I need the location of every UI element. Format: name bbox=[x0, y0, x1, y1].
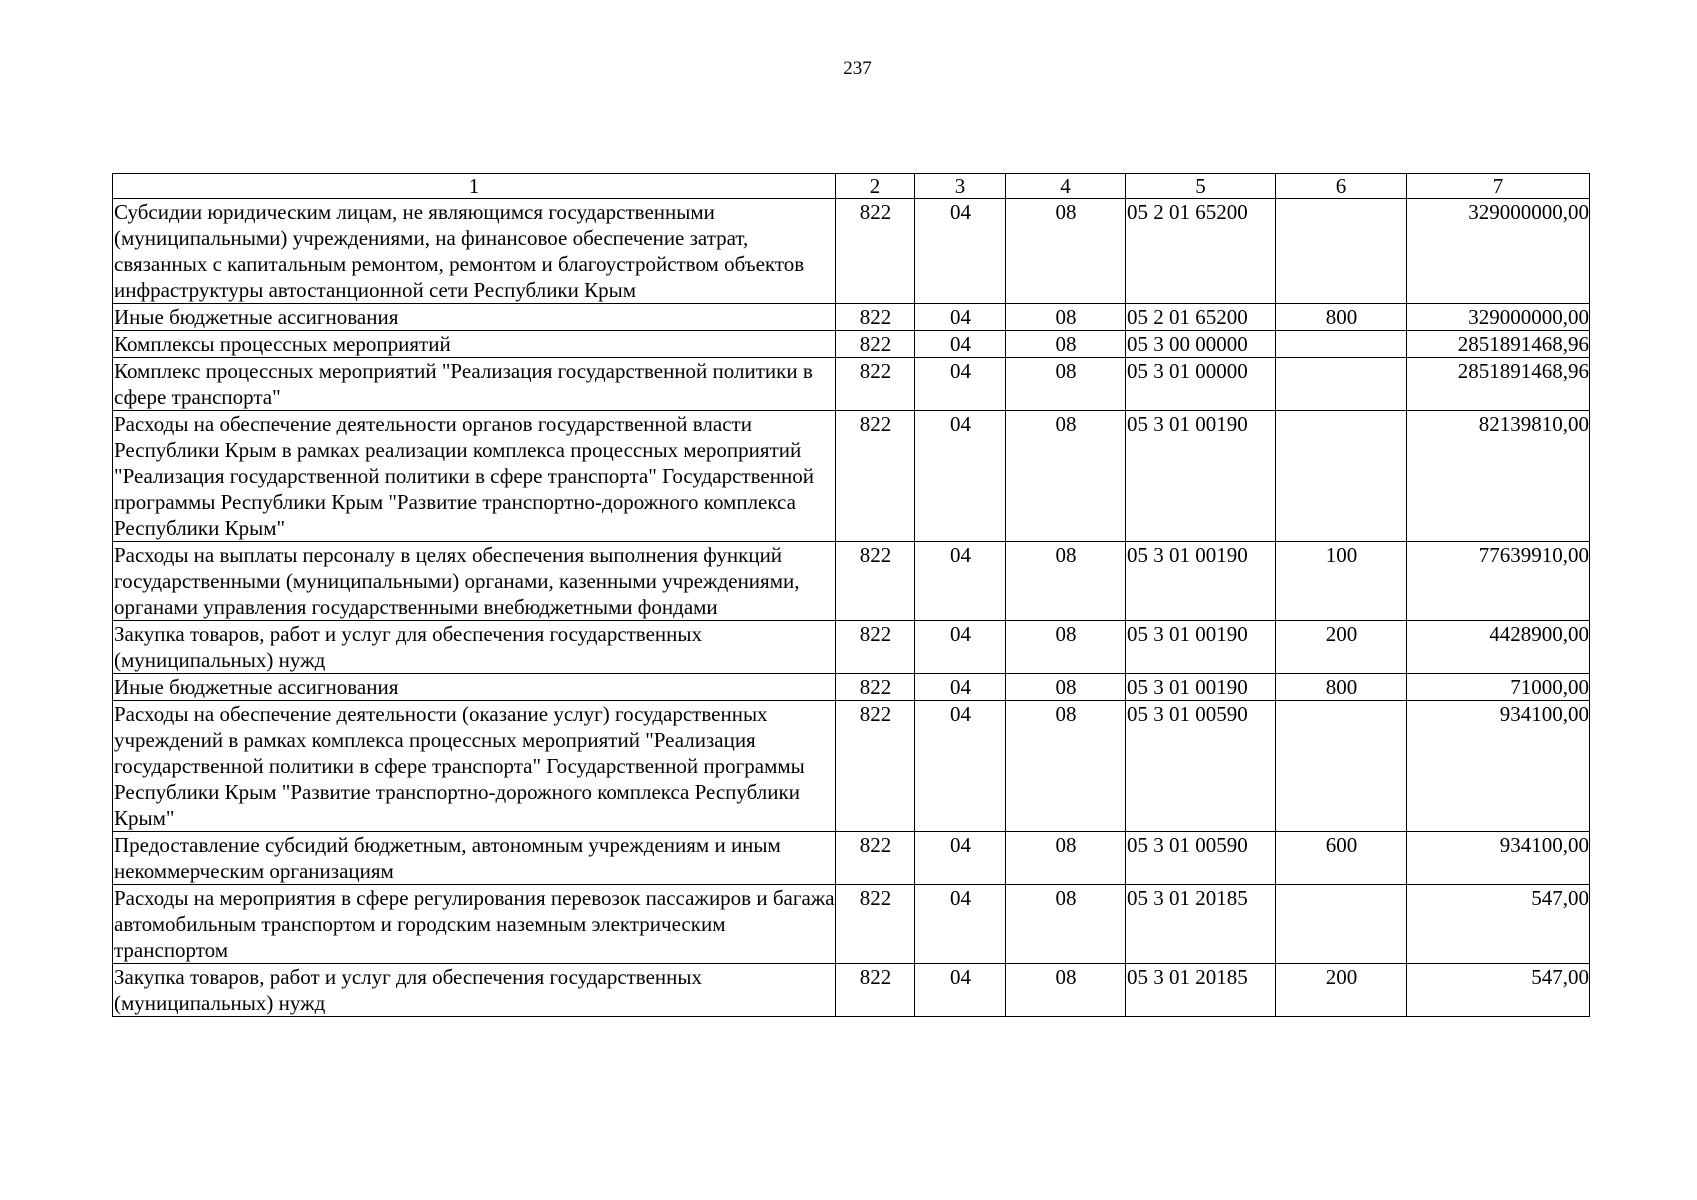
expense-name-cell: Расходы на обеспечение деятельности органов государственной власти Республики Крым в рамках реализации комплекса процессных мероприятий "Реализация государственной политики в сфере транспорта" Государственной программы Республики Крым "Развитие транспортно-дорожного комплекса Республики Крым" bbox=[113, 411, 836, 542]
subsection-code-cell: 08 bbox=[1006, 701, 1126, 832]
admin-code-cell: 822 bbox=[836, 542, 915, 621]
expense-name-cell: Субсидии юридическим лицам, не являющимся государственными (муниципальными) учреждениями, на финансовое обеспечение затрат, связанных с капитальным ремонтом, ремонтом и благоустройством объектов инфраструктуры автостанционной сети Республики Крым bbox=[113, 199, 836, 304]
expense-type-cell: 200 bbox=[1276, 621, 1407, 674]
expense-type-cell bbox=[1276, 331, 1407, 358]
header-row bbox=[113, 174, 1590, 199]
admin-code-cell: 822 bbox=[836, 701, 915, 832]
subsection-code-cell: 08 bbox=[1006, 411, 1126, 542]
subsection-code-cell: 08 bbox=[1006, 358, 1126, 411]
expense-type-cell: 600 bbox=[1276, 832, 1407, 885]
amount-cell: 547,00 bbox=[1407, 885, 1590, 964]
expense-type-cell bbox=[1276, 411, 1407, 542]
expense-type-cell bbox=[1276, 358, 1407, 411]
expense-type-cell bbox=[1276, 701, 1407, 832]
header-cell-3: 3 bbox=[915, 174, 1006, 199]
expense-name-cell: Закупка товаров, работ и услуг для обеспечения государственных (муниципальных) нужд bbox=[113, 964, 836, 1017]
amount-cell: 71000,00 bbox=[1407, 674, 1590, 701]
subsection-code-cell: 08 bbox=[1006, 331, 1126, 358]
section-code-cell: 04 bbox=[915, 964, 1006, 1017]
admin-code-cell: 822 bbox=[836, 674, 915, 701]
admin-code-cell: 822 bbox=[836, 411, 915, 542]
expense-name-cell: Предоставление субсидий бюджетным, автономным учреждениям и иным некоммерческим организациям bbox=[113, 832, 836, 885]
section-code-cell: 04 bbox=[915, 885, 1006, 964]
expense-name-cell: Комплексы процессных мероприятий bbox=[113, 331, 836, 358]
header-cell-1: 1 bbox=[113, 174, 836, 199]
table-row bbox=[113, 331, 1590, 358]
admin-code-cell: 822 bbox=[836, 199, 915, 304]
table-body bbox=[113, 199, 1590, 1017]
subsection-code-cell: 08 bbox=[1006, 304, 1126, 331]
amount-cell: 934100,00 bbox=[1407, 701, 1590, 832]
target-article-cell: 05 3 00 00000 bbox=[1126, 331, 1276, 358]
target-article-cell: 05 2 01 65200 bbox=[1126, 304, 1276, 331]
amount-cell: 329000000,00 bbox=[1407, 304, 1590, 331]
target-article-cell: 05 3 01 00190 bbox=[1126, 542, 1276, 621]
target-article-cell: 05 3 01 00190 bbox=[1126, 674, 1276, 701]
section-code-cell: 04 bbox=[915, 701, 1006, 832]
target-article-cell: 05 3 01 00000 bbox=[1126, 358, 1276, 411]
amount-cell: 329000000,00 bbox=[1407, 199, 1590, 304]
admin-code-cell: 822 bbox=[836, 832, 915, 885]
expense-type-cell: 800 bbox=[1276, 674, 1407, 701]
amount-cell: 4428900,00 bbox=[1407, 621, 1590, 674]
expense-type-cell bbox=[1276, 885, 1407, 964]
amount-cell: 77639910,00 bbox=[1407, 542, 1590, 621]
subsection-code-cell: 08 bbox=[1006, 542, 1126, 621]
target-article-cell: 05 3 01 00590 bbox=[1126, 701, 1276, 832]
amount-cell: 547,00 bbox=[1407, 964, 1590, 1017]
admin-code-cell: 822 bbox=[836, 358, 915, 411]
expense-name-cell: Иные бюджетные ассигнования bbox=[113, 674, 836, 701]
expense-type-cell: 100 bbox=[1276, 542, 1407, 621]
table-row bbox=[113, 411, 1590, 542]
section-code-cell: 04 bbox=[915, 832, 1006, 885]
target-article-cell: 05 3 01 20185 bbox=[1126, 885, 1276, 964]
table-row bbox=[113, 358, 1590, 411]
table-row bbox=[113, 701, 1590, 832]
expense-type-cell bbox=[1276, 199, 1407, 304]
expense-type-cell: 200 bbox=[1276, 964, 1407, 1017]
amount-cell: 2851891468,96 bbox=[1407, 358, 1590, 411]
subsection-code-cell: 08 bbox=[1006, 621, 1126, 674]
table-row bbox=[113, 832, 1590, 885]
subsection-code-cell: 08 bbox=[1006, 199, 1126, 304]
admin-code-cell: 822 bbox=[836, 885, 915, 964]
expense-name-cell: Расходы на обеспечение деятельности (оказание услуг) государственных учреждений в рамках комплекса процессных мероприятий "Реализация государственной политики в сфере транспорта" Государственной программы Республики Крым "Развитие транспортно-дорожного комплекса Республики Крым" bbox=[113, 701, 836, 832]
header-cell-5: 5 bbox=[1126, 174, 1276, 199]
budget-table bbox=[112, 173, 1590, 1017]
expense-type-cell: 800 bbox=[1276, 304, 1407, 331]
subsection-code-cell: 08 bbox=[1006, 674, 1126, 701]
amount-cell: 82139810,00 bbox=[1407, 411, 1590, 542]
target-article-cell: 05 3 01 20185 bbox=[1126, 964, 1276, 1017]
target-article-cell: 05 3 01 00190 bbox=[1126, 621, 1276, 674]
section-code-cell: 04 bbox=[915, 542, 1006, 621]
table-row bbox=[113, 542, 1590, 621]
expense-name-cell: Закупка товаров, работ и услуг для обеспечения государственных (муниципальных) нужд bbox=[113, 621, 836, 674]
table-row bbox=[113, 885, 1590, 964]
section-code-cell: 04 bbox=[915, 674, 1006, 701]
admin-code-cell: 822 bbox=[836, 621, 915, 674]
admin-code-cell: 822 bbox=[836, 964, 915, 1017]
subsection-code-cell: 08 bbox=[1006, 832, 1126, 885]
table-row bbox=[113, 199, 1590, 304]
table-row bbox=[113, 304, 1590, 331]
admin-code-cell: 822 bbox=[836, 304, 915, 331]
table-header bbox=[113, 174, 1590, 199]
section-code-cell: 04 bbox=[915, 304, 1006, 331]
section-code-cell: 04 bbox=[915, 411, 1006, 542]
header-cell-2: 2 bbox=[836, 174, 915, 199]
section-code-cell: 04 bbox=[915, 199, 1006, 304]
subsection-code-cell: 08 bbox=[1006, 885, 1126, 964]
header-cell-6: 6 bbox=[1276, 174, 1407, 199]
table-row bbox=[113, 964, 1590, 1017]
section-code-cell: 04 bbox=[915, 621, 1006, 674]
section-code-cell: 04 bbox=[915, 331, 1006, 358]
header-cell-4: 4 bbox=[1006, 174, 1126, 199]
amount-cell: 934100,00 bbox=[1407, 832, 1590, 885]
expense-name-cell: Расходы на мероприятия в сфере регулирования перевозок пассажиров и багажа автомобильным транспортом и городским наземным электрическим транспортом bbox=[114, 886, 835, 962]
amount-cell: 2851891468,96 bbox=[1407, 331, 1590, 358]
admin-code-cell: 822 bbox=[836, 331, 915, 358]
target-article-cell: 05 2 01 65200 bbox=[1126, 199, 1276, 304]
section-code-cell: 04 bbox=[915, 358, 1006, 411]
subsection-code-cell: 08 bbox=[1006, 964, 1126, 1017]
target-article-cell: 05 3 01 00190 bbox=[1126, 411, 1276, 542]
header-cell-7: 7 bbox=[1407, 174, 1590, 199]
expense-name-cell: Расходы на выплаты персоналу в целях обеспечения выполнения функций государственными (муниципальными) органами, казенными учреждениями, органами управления государственными внебюджетными фондами bbox=[113, 542, 836, 621]
expense-name-cell: Иные бюджетные ассигнования bbox=[113, 304, 836, 331]
table-row bbox=[113, 674, 1590, 701]
target-article-cell: 05 3 01 00590 bbox=[1126, 832, 1276, 885]
page-number: 237 bbox=[843, 58, 872, 79]
table-row bbox=[113, 621, 1590, 674]
expense-name-cell: Комплекс процессных мероприятий "Реализация государственной политики в сфере транспорта" bbox=[113, 358, 836, 411]
